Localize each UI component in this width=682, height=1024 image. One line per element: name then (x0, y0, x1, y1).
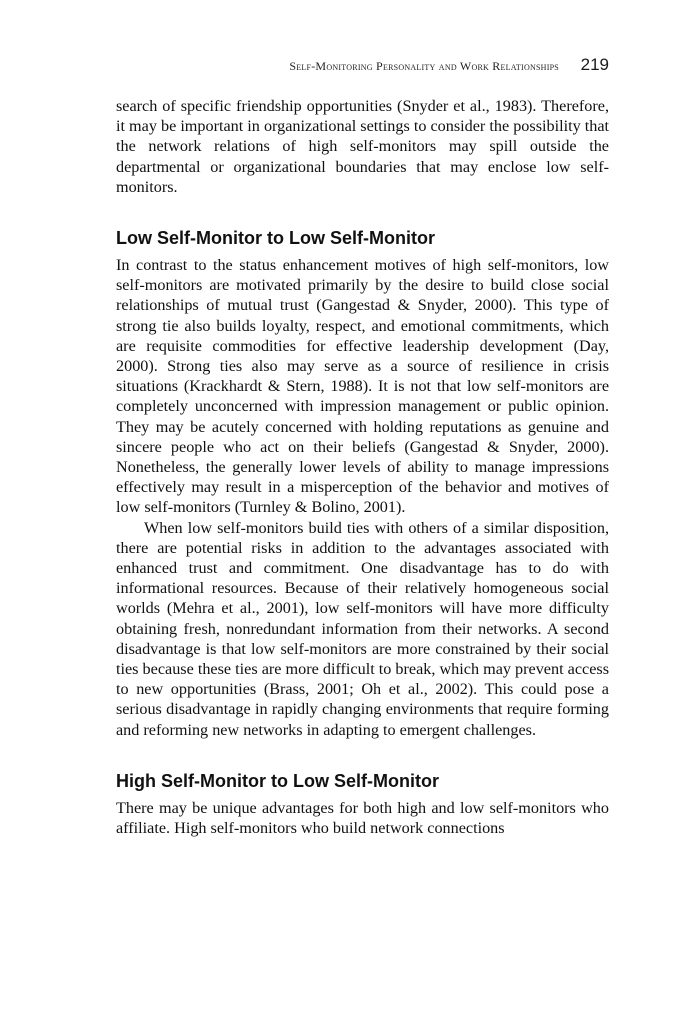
page-header (116, 50, 609, 80)
section-heading-high-to-low: High Self-Monitor to Low Self-Monitor (116, 770, 439, 791)
paragraph-opening: search of specific friendship opportunities (Snyder et al., 1983). Therefore, it may be important in organizational settings to consider the possibility that the network relations of high self-monitors may spill outside the departmental or organizational boundaries that may enclose low self-monitors. (116, 97, 609, 196)
paragraph-low-low-2: When low self-monitors build ties with others of a similar disposition, there are potential risks in addition to the advantages associated with enhanced trust and commitment. One disadvantage has to do with informational resources. Because of their relatively homogeneous social worlds (Mehra et al., 2001), low self-monitors will have more difficulty obtaining fresh, nonredundant information from their networks. A second disadvantage is that low self-monitors are more constrained by their social ties because these ties are more difficult to break, which may prevent access to new opportunities (Brass, 2001; Oh et al., 2002). This could pose a serious disadvantage in rapidly changing environments that require forming and reforming new networks in adapting to emergent challenges. (116, 518, 609, 739)
section-heading-low-to-low: Low Self-Monitor to Low Self-Monitor (116, 228, 435, 249)
page-number: 219 (580, 55, 609, 74)
paragraph-low-low-1: In contrast to the status enhancement motives of high self-monitors, low self-monitors are motivated primarily by the desire to build close social relationships of mutual trust (Gangestad & Snyder, 2000). This type of strong tie also builds loyalty, respect, and emotional commitments, which are requisite commodities for effective leadership development (Day, 2000). Strong ties also may serve as a source of resilience in crisis situations (Krackhardt & Stern, 1988). It is not that low self-monitors are completely unconcerned with impression management or public opinion. They may be acutely concerned with holding reputations as genuine and sincere people who act on their beliefs (Gangestad & Snyder, 2000). Nonetheless, the generally lower levels of ability to manage impressions effectively may result in a misperception of the behavior and motives of low self-monitors (Turnley & Bolino, 2001). (116, 256, 609, 517)
running-title: Self-Monitoring Personality and Work Relationships (289, 59, 559, 73)
book-page (116, 50, 609, 838)
paragraph-high-low-1: There may be unique advantages for both high and low self-monitors who affiliate. High self-monitors who build network connections (116, 798, 609, 838)
